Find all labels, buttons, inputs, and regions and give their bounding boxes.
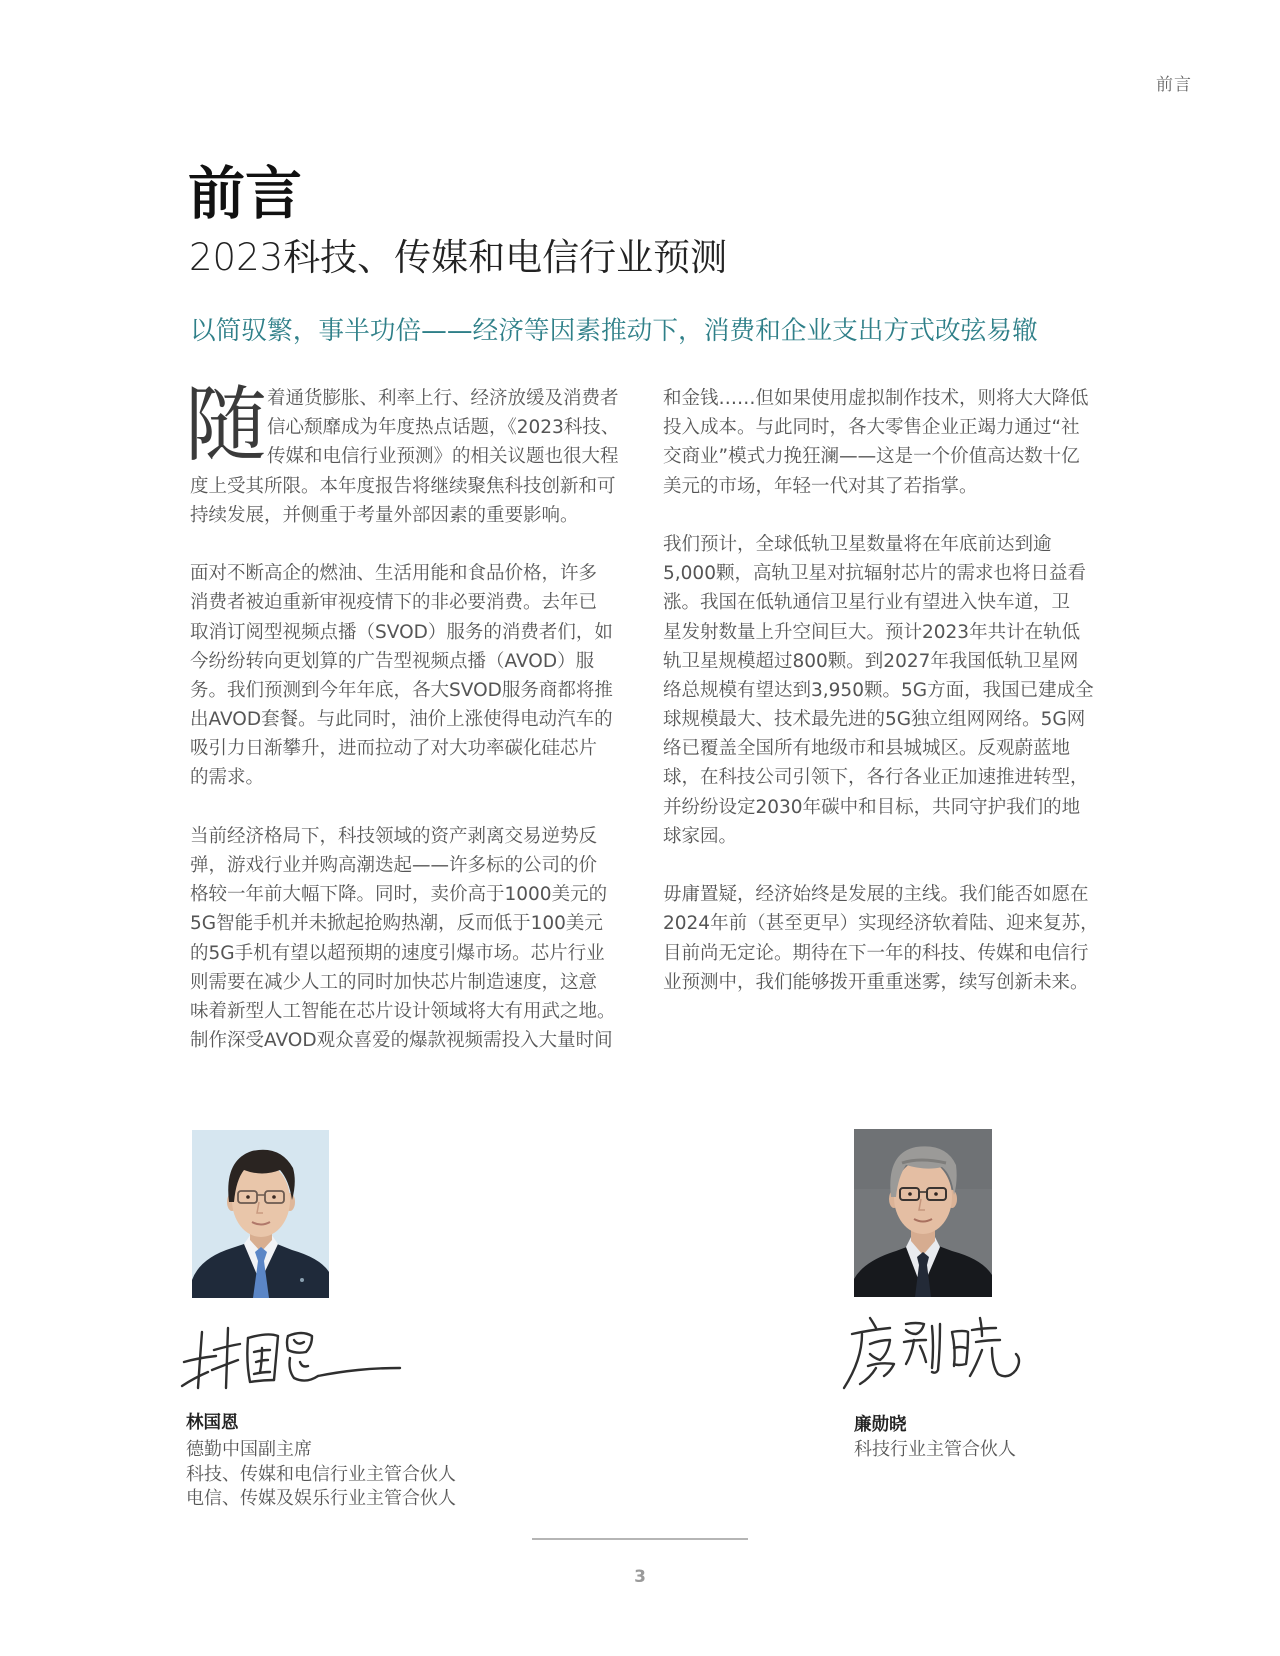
left-column bbox=[190, 384, 630, 1055]
portrait-photo bbox=[854, 1129, 992, 1297]
body-text-line: 络总规模有望达到3,950颗。5G方面，我国已建成全 bbox=[663, 679, 1094, 701]
body-text-line: 着通货膨胀、利率上行、经济放缓及消费者 bbox=[267, 388, 619, 409]
footer-divider bbox=[532, 1538, 748, 1540]
body-text-line: 我们预计，全球低轨卫星数量将在年底前达到逾 bbox=[663, 533, 1052, 555]
body-text-line: 出AVOD套餐。与此同时，油价上涨使得电动汽车的 bbox=[190, 709, 613, 731]
signature-image bbox=[178, 1322, 406, 1396]
body-text-line: 传媒和电信行业预测》的相关议题也很大程 bbox=[267, 446, 619, 468]
body-text-line: 持续发展，并侧重于考量外部因素的重要影响。 bbox=[190, 504, 579, 526]
signatory-title: 科技行业主管合伙人 bbox=[854, 1439, 1016, 1460]
body-text-line: 面对不断高企的燃油、生活用能和食品价格，许多 bbox=[190, 563, 598, 585]
right-column bbox=[663, 384, 1103, 997]
page-title: 前言 bbox=[188, 161, 302, 227]
page-number: 3 bbox=[634, 1567, 646, 1587]
body-text-line: 2024年前（甚至更早）实现经济软着陆、迎来复苏， bbox=[663, 913, 1099, 935]
body-text-line: 星发射数量上升空间巨大。预计2023年共计在轨低 bbox=[663, 621, 1081, 643]
paragraph bbox=[663, 530, 1103, 851]
signatory-title: 德勤中国副主席 bbox=[186, 1439, 312, 1460]
running-header: 前言 bbox=[1156, 75, 1192, 95]
body-text-line: 球规模最大、技术最先进的5G独立组网网络。5G网 bbox=[663, 709, 1086, 731]
body-text-line: 务。我们预测到今年年底，各大SVOD服务商都将推 bbox=[190, 679, 613, 701]
portrait-illustration bbox=[192, 1130, 329, 1298]
signature-image bbox=[840, 1310, 1030, 1394]
signatory-titles bbox=[186, 1438, 456, 1512]
body-text-line: 弹，游戏行业并购高潮迭起——许多标的公司的价 bbox=[190, 855, 598, 876]
body-text-line: 目前尚无定论。期待在下一年的科技、传媒和电信行 bbox=[663, 942, 1089, 964]
body-text-line: 吸引力日渐攀升，进而拉动了对大功率碳化硅芯片 bbox=[190, 738, 598, 760]
body-text-line: 毋庸置疑，经济始终是发展的主线。我们能否如愿在 bbox=[663, 884, 1089, 906]
page-subtitle: 2023科技、传媒和电信行业预测 bbox=[189, 236, 728, 279]
body-text-line: 络已覆盖全国所有地级市和县城城区。反观蔚蓝地 bbox=[663, 738, 1071, 760]
body-text-line: 5,000颗，高轨卫星对抗辐射芯片的需求也将日益看 bbox=[663, 563, 1086, 585]
portrait-photo bbox=[192, 1130, 329, 1298]
body-text-line: 涨。我国在低轨通信卫星行业有望进入快车道，卫 bbox=[663, 592, 1071, 614]
body-text-line: 并纷纷设定2030年碳中和目标，共同守护我们的地 bbox=[663, 796, 1081, 818]
body-text-line: 交商业”模式力挽狂澜——这是一个价值高达数十亿 bbox=[663, 446, 1080, 468]
body-text-line: 制作深受AVOD观众喜爱的爆款视频需投入大量时间 bbox=[190, 1030, 613, 1052]
signatory-titles bbox=[854, 1438, 1016, 1463]
signatory-title: 科技、传媒和电信行业主管合伙人 bbox=[186, 1463, 456, 1485]
paragraph bbox=[190, 384, 630, 530]
body-text-line: 5G智能手机并未掀起抢购热潮，反而低于100美元 bbox=[190, 913, 603, 935]
paragraph bbox=[663, 384, 1103, 501]
portrait-illustration bbox=[854, 1129, 992, 1297]
handwritten-signature bbox=[178, 1322, 406, 1396]
body-text-line: 的5G手机有望以超预期的速度引爆市场。芯片行业 bbox=[190, 942, 605, 964]
handwritten-signature bbox=[840, 1310, 1030, 1394]
body-text-line: 信心颓靡成为年度热点话题，《2023科技、 bbox=[267, 417, 620, 439]
body-text-line: 取消订阅型视频点播（SVOD）服务的消费者们，如 bbox=[190, 621, 613, 643]
body-text-line: 轨卫星规模超过800颗。到2027年我国低轨卫星网 bbox=[663, 650, 1079, 672]
body-text-line: 美元的市场，年轻一代对其了若指掌。 bbox=[663, 475, 978, 497]
paragraph bbox=[663, 880, 1103, 997]
body-text-line: 度上受其所限。本年度报告将继续聚焦科技创新和可 bbox=[190, 475, 616, 497]
body-text-line: 味着新型人工智能在芯片设计领域将大有用武之地。 bbox=[190, 1000, 616, 1022]
paragraph bbox=[190, 822, 630, 1056]
section-tagline: 以简驭繁，事半功倍——经济等因素推动下，消费和企业支出方式改弦易辙 bbox=[190, 316, 1038, 346]
signatory-title: 电信、传媒及娱乐行业主管合伙人 bbox=[186, 1488, 456, 1509]
body-text-line: 今纷纷转向更划算的广告型视频点播（AVOD）服 bbox=[190, 650, 595, 672]
body-text-line: 格较一年前大幅下降。同时，卖价高于1000美元的 bbox=[190, 884, 608, 906]
signatory-name: 廉勋晓 bbox=[854, 1415, 907, 1435]
body-text-line: 投入成本。与此同时，各大零售企业正竭力通过“社 bbox=[663, 417, 1080, 439]
body-text-line: 球家园。 bbox=[663, 825, 738, 847]
drop-cap: 随 bbox=[185, 378, 268, 473]
paragraph bbox=[190, 559, 630, 793]
body-text-line: 业预测中，我们能够拨开重重迷雾，续写创新未来。 bbox=[663, 971, 1089, 993]
body-text-line: 则需要在减少人工的同时加快芯片制造速度，这意 bbox=[190, 971, 598, 993]
body-text-line: 球，在科技公司引领下，各行各业正加速推进转型， bbox=[663, 767, 1089, 789]
body-text-line: 当前经济格局下，科技领域的资产剥离交易逆势反 bbox=[190, 825, 598, 847]
body-text-line: 的需求。 bbox=[190, 767, 265, 789]
signatory-name: 林国恩 bbox=[186, 1413, 239, 1433]
body-text-line: 消费者被迫重新审视疫情下的非必要消费。去年已 bbox=[190, 592, 598, 614]
body-text-line: 和金钱……但如果使用虚拟制作技术，则将大大降低 bbox=[663, 388, 1089, 409]
